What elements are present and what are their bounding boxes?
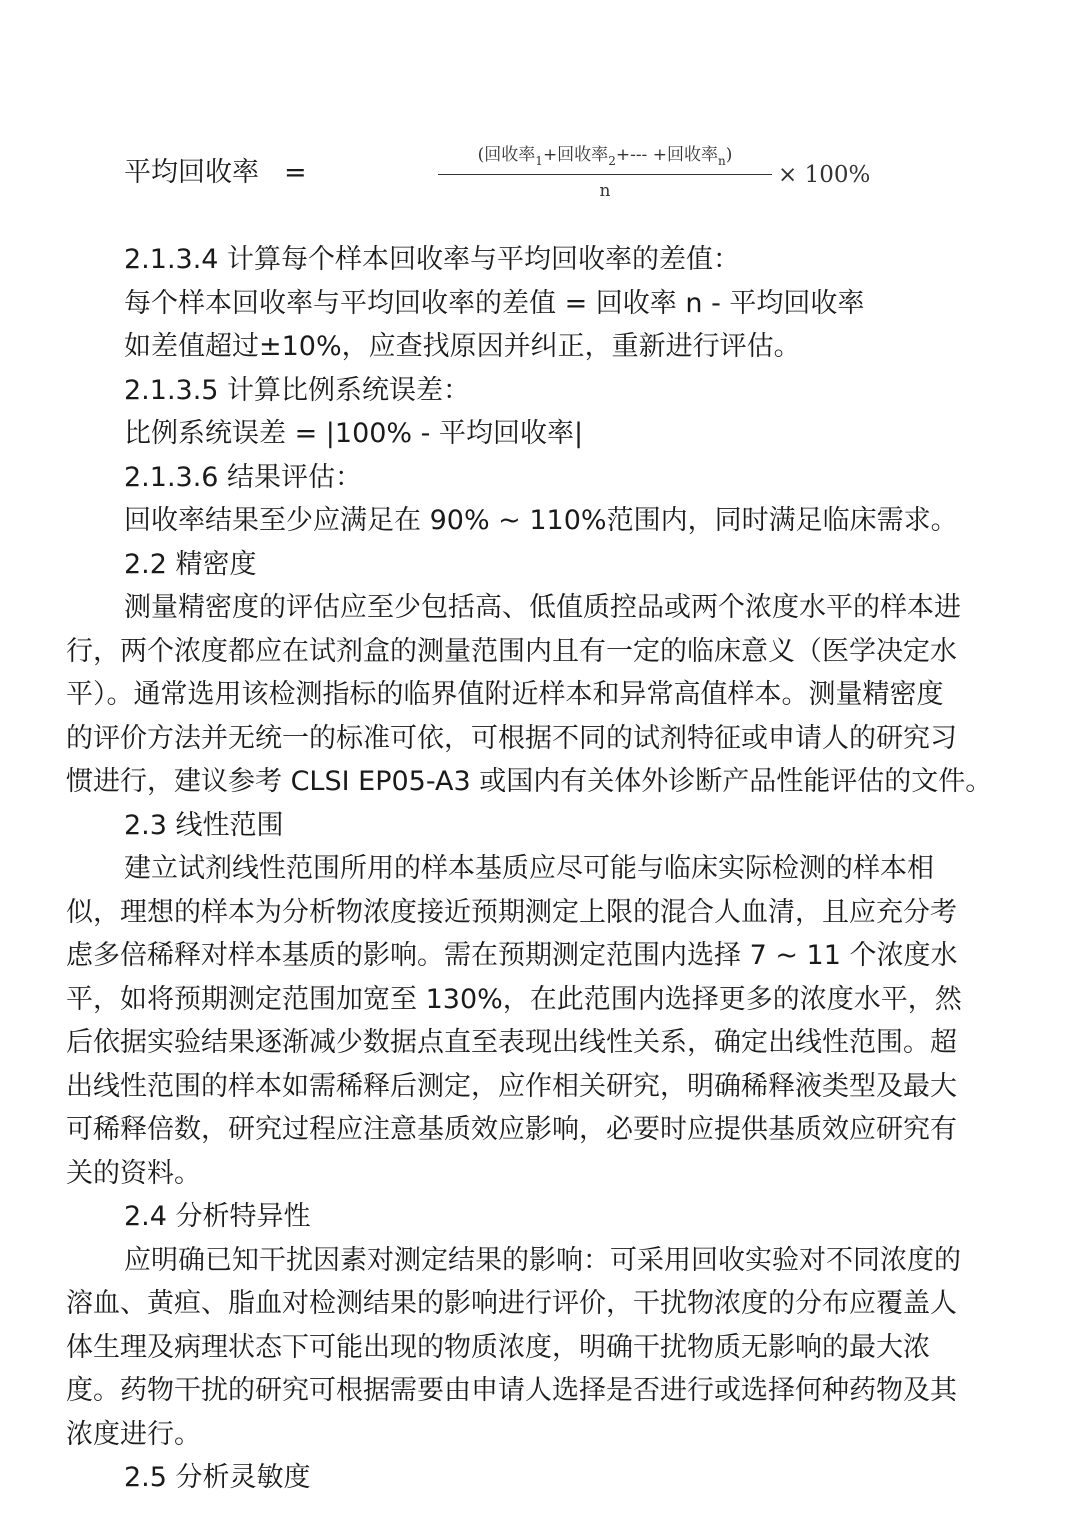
paragraph-line: 浓度进行。: [66, 1418, 201, 1450]
formula-fraction: [438, 140, 772, 206]
heading-2-1-3-5: 2.1.3.5 计算比例系统误差：: [124, 374, 471, 406]
paragraph-line: 体生理及病理状态下可能出现的物质浓度，明确干扰物质无影响的最大浓: [66, 1331, 930, 1363]
formula-equals: =: [284, 157, 307, 188]
text-line: 比例系统误差 = |100% - 平均回收率|: [124, 418, 584, 449]
paragraph-line: 应明确已知干扰因素对测定结果的影响：可采用回收实验对不同浓度的: [124, 1244, 961, 1276]
formula-denominator: n: [599, 181, 611, 201]
fraction-bar: [438, 174, 772, 175]
paragraph-line: 可稀释倍数，研究过程应注意基质效应影响，必要时应提供基质效应研究有: [66, 1114, 957, 1145]
section-heading-sensitivity: 2.5 分析灵敏度: [124, 1462, 311, 1493]
paragraph-line: 惯进行，建议参考 CLSI EP05-A3 或国内有关体外诊断产品性能评估的文件。: [66, 766, 993, 797]
paragraph-line: 出线性范围的样本如需稀释后测定，应作相关研究，明确稀释液类型及最大: [66, 1070, 957, 1102]
paragraph-line: 平，如将预期测定范围加宽至 130%，在此范围内选择更多的浓度水平，然: [66, 983, 962, 1015]
paragraph-line: 行，两个浓度都应在试剂盒的测量范围内且有一定的临床意义（医学决定水: [66, 635, 957, 667]
average-recovery-formula: [124, 140, 871, 210]
text-line: 回收率结果至少应满足在 90% ~ 110%范围内，同时满足临床需求。: [124, 505, 958, 536]
section-heading-specificity: 2.4 分析特异性: [124, 1201, 311, 1232]
paragraph-line: 测量精密度的评估应至少包括高、低值质控品或两个浓度水平的样本进: [124, 592, 961, 623]
paragraph-line: 度。药物干扰的研究可根据需要由申请人选择是否进行或选择何种药物及其: [66, 1375, 957, 1406]
paragraph-line: 似，理想的样本为分析物浓度接近预期测定上限的混合人血清，且应充分考: [66, 896, 957, 928]
paragraph-line: 溶血、黄疸、脂血对检测结果的影响进行评价，干扰物浓度的分布应覆盖人: [66, 1288, 957, 1319]
text-line: 每个样本回收率与平均回收率的差值 = 回收率 n - 平均回收率: [124, 287, 865, 319]
paragraph-line: 后依据实验结果逐渐减少数据点直至表现出线性关系，确定出线性范围。超: [66, 1027, 957, 1058]
paragraph-line: 关的资料。: [66, 1157, 201, 1189]
formula-lhs: 平均回收率: [124, 157, 259, 188]
section-heading-precision: 2.2 精密度: [124, 548, 257, 580]
paragraph-line: 建立试剂线性范围所用的样本基质应尽可能与临床实际检测的样本相: [124, 853, 934, 884]
formula-numerator: (回收率$_1$+回收率$_2$+--- +回收率$_n$): [477, 145, 733, 168]
document-body: [66, 238, 1018, 1500]
heading-2-1-3-4: 2.1.3.4 计算每个样本回收率与平均回收率的差值：: [124, 244, 741, 275]
formula-times-100: × 100%: [778, 162, 871, 188]
paragraph-line: 平）。通常选用该检测指标的临界值附近样本和异常高值样本。测量精密度: [66, 679, 944, 710]
paragraph-line: 的评价方法并无统一的标准可依，可根据不同的试剂特征或申请人的研究习: [66, 722, 957, 754]
section-heading-linearity: 2.3 线性范围: [124, 809, 284, 841]
text-line: 如差值超过±10%，应查找原因并纠正，重新进行评估。: [124, 331, 801, 362]
paragraph-line: 虑多倍稀释对样本基质的影响。需在预期测定范围内选择 7 ~ 11 个浓度水: [66, 940, 958, 971]
heading-2-1-3-6: 2.1.3.6 结果评估：: [124, 461, 363, 493]
